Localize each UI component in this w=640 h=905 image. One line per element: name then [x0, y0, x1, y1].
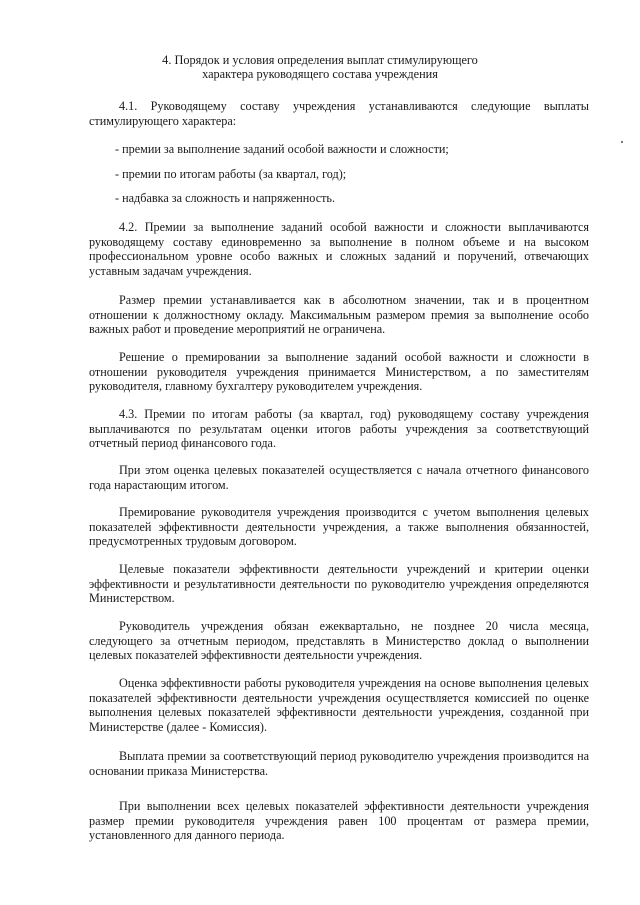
paragraph-4-1: 4.1. Руководящему составу учреждения устанавливаются следующие выплаты стимулирующего характера: — [89, 99, 589, 128]
paragraph-director-bonus: Премирование руководителя учреждения производится с учетом выполнения целевых показателей эффективности деятельности учреждения, а также выполнения обязанностей, предусмотренных трудовым договором. — [89, 505, 589, 549]
paragraph-full-bonus: При выполнении всех целевых показателей эффективности деятельности учреждения размер премии руководителя учреждения равен 100 процентам от размера премии, установленного для данного периода. — [89, 799, 589, 843]
paragraph-4-3: 4.3. Премии по итогам работы (за квартал, год) руководящему составу учреждения выплачиваются по результатам оценки итогов работы учреждения за соответствующий отчетный период финансового года. — [89, 407, 589, 451]
bullet-results-bonus: - премии по итогам работы (за квартал, год); — [115, 167, 347, 181]
paragraph-target-indicators: Целевые показатели эффективности деятельности учреждений и критерии оценки эффективности и результативности деятельности по руководителю учреждения определяются Министерством. — [89, 562, 589, 606]
section-title-line2: характера руководящего состава учреждения — [202, 67, 438, 81]
paragraph-bonus-size: Размер премии устанавливается как в абсолютном значении, так и в процентном отношении к должностному окладу. Максимальным размером премия за выполнение особо важных работ и проведение мероприятий не ограничена. — [89, 293, 589, 337]
paragraph-quarterly-report: Руководитель учреждения обязан ежеквартально, не позднее 20 числа месяца, следующего за отчетным периодом, представлять в Министерство доклад о выполнении целевых показателей эффективности деятельности учреждения. — [89, 619, 589, 663]
scan-speck — [621, 141, 623, 143]
paragraph-bonus-decision: Решение о премировании за выполнение заданий особой важности и сложности в отношении руководителя учреждения принимается Министерством, а по заместителям руководителя, главному бухгалтеру руководителем учреждения. — [89, 350, 589, 394]
paragraph-payment-order: Выплата премии за соответствующий период руководителю учреждения производится на основании приказа Министерства. — [89, 749, 589, 778]
section-title-line1: 4. Порядок и условия определения выплат стимулирующего — [162, 53, 478, 67]
paragraph-commission: Оценка эффективности работы руководителя учреждения на основе выполнения целевых показателей эффективности деятельности учреждения осуществляется комиссией по оценке выполнения целевых показателей эффективности деятельности учреждения, созданной при Министерстве (далее - Комиссия). — [89, 676, 589, 734]
paragraph-4-2: 4.2. Премии за выполнение заданий особой важности и сложности выплачиваются руководящему составу единовременно за выполнение в полном объеме и на высоком профессиональном уровне особо важных и сложных заданий и поручений, отвечающих уставным задачам учреждения. — [89, 220, 589, 278]
bullet-complexity-allowance: - надбавка за сложность и напряженность. — [115, 191, 336, 205]
bullet-special-tasks: - премии за выполнение заданий особой важности и сложности; — [115, 142, 449, 156]
paragraph-evaluation: При этом оценка целевых показателей осуществляется с начала отчетного финансового года нарастающим итогом. — [89, 463, 589, 492]
